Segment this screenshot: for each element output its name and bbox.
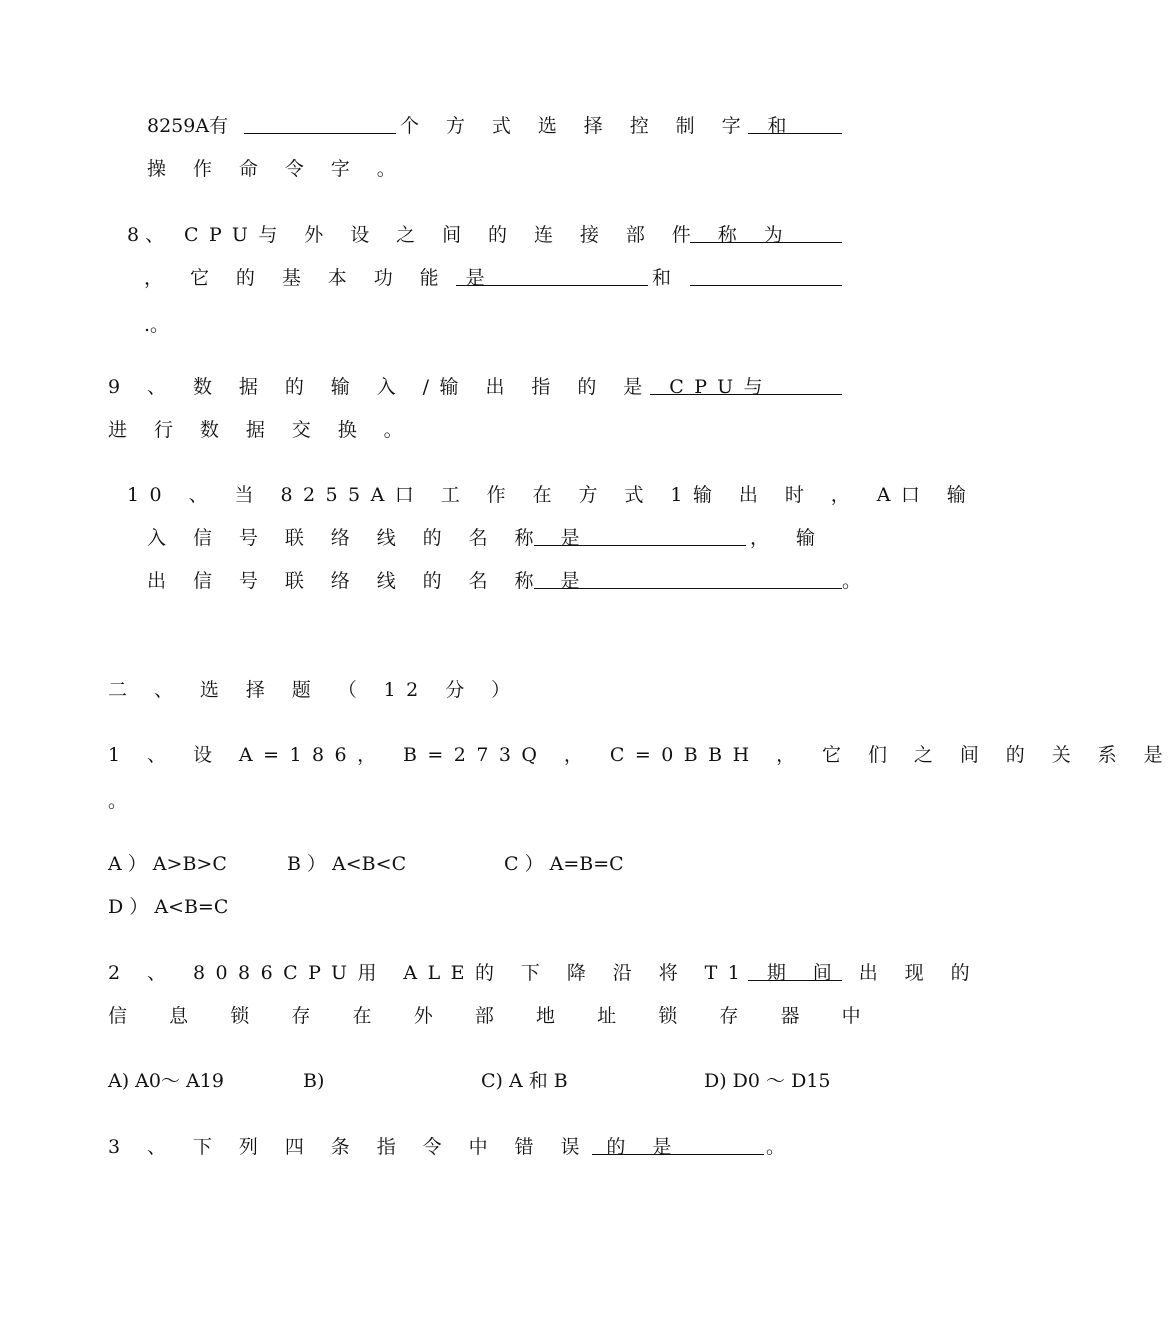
choice-q2-option-b[interactable]: B) [303, 1070, 325, 1092]
q8-blank-3[interactable] [690, 285, 842, 286]
choice-q1-option-a[interactable]: A ） A>B>C [108, 853, 227, 875]
q8-blank-1[interactable] [690, 242, 842, 243]
choice-q3-stem-end: 。 [766, 1136, 786, 1158]
q7-line1-mid: 个 方 式 选 择 控 制 字 和 [400, 115, 797, 137]
q9-line1: 9 、 数 据 的 输 入 /输 出 指 的 是 CPU与 [108, 376, 774, 398]
choice-q3-blank[interactable] [592, 1154, 764, 1155]
q8-line2-start: ， 它 的 基 本 功 能 是 [144, 267, 496, 289]
choice-q1-option-b[interactable]: B ） A<B<C [287, 853, 407, 875]
choice-q2-stem: 2 、 8086CPU用 ALE的 下 降 沿 将 T1 期 间 出 现 的 [108, 962, 981, 984]
q10-line3: 出 信 号 联 络 线 的 名 称 是 [147, 570, 590, 592]
choice-q2-option-d[interactable]: D) D0 ～ D15 [704, 1070, 831, 1092]
q7-line1-start: 8259A有 [147, 115, 229, 137]
choice-q1-option-d[interactable]: D ） A<B=C [108, 896, 229, 918]
q9-line2: 进 行 数 据 交 换 。 [108, 419, 414, 441]
choice-q2-option-a[interactable]: A) A0～ A19 [108, 1070, 224, 1092]
choice-q2-option-c[interactable]: C) A 和 B [481, 1070, 568, 1092]
choice-q1-option-c[interactable]: C ） A=B=C [504, 853, 624, 875]
q7-blank-2[interactable] [748, 133, 842, 134]
section-title: 二 、 选 择 题 （ 12 分 ） [108, 679, 521, 701]
q7-blank-1[interactable] [244, 133, 396, 134]
q10-line1: 10 、 当 8255A口 工 作 在 方 式 1输 出 时 ， A口 输 [127, 484, 977, 506]
q8-blank-2[interactable] [456, 285, 648, 286]
q10-blank-1[interactable] [534, 545, 746, 546]
choice-q2-blank[interactable] [748, 980, 842, 981]
q10-line3-end: 。 [842, 570, 862, 592]
q8-number: 8 、 [127, 224, 165, 246]
choice-q3-stem: 3 、 下 列 四 条 指 令 中 错 误 的 是 [108, 1136, 682, 1158]
q7-line2: 操 作 命 令 字 。 [147, 158, 407, 180]
q10-blank-2[interactable] [534, 588, 842, 589]
choice-q1-stem: 1 、 设 A=186， B=273Q ， C=0BBH ， 它 们 之 间 的 关 系 是 [108, 744, 1173, 766]
q10-line2: 入 信 号 联 络 线 的 名 称 是 [147, 527, 590, 549]
q8-line2-and: 和 [652, 267, 672, 289]
q9-blank[interactable] [650, 394, 842, 395]
q8-line1: CPU与 外 设 之 间 的 连 接 部 件 称 为 [184, 224, 794, 246]
q8-line3: .。 [144, 314, 170, 336]
choice-q2-stem-line2: 信 息 锁 存 在 外 部 地 址 锁 存 器 中 [108, 1005, 879, 1027]
q10-line2-end: ， 输 [750, 527, 826, 549]
choice-q1-stem-end: 。 [108, 790, 128, 812]
